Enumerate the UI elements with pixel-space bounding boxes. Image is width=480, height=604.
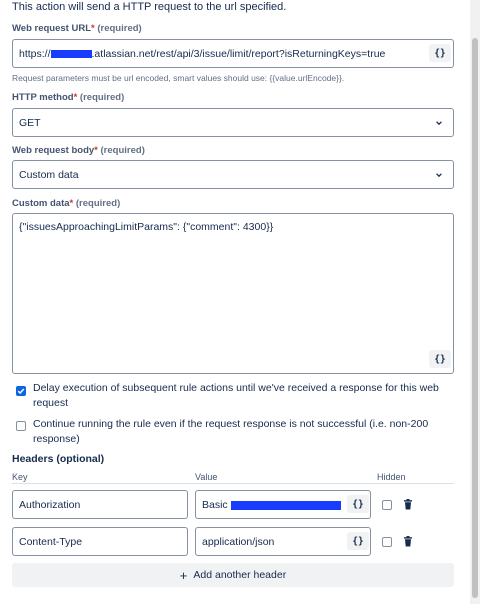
headers-column-key: Key: [12, 472, 28, 482]
url-required-text: (required): [97, 23, 142, 34]
required-star: *: [73, 92, 78, 103]
redacted-site-name: [51, 50, 92, 58]
custom-data-label-text: Custom data: [12, 198, 70, 209]
custom-data-smart-value-button[interactable]: {}: [429, 350, 451, 368]
http-method-select[interactable]: [12, 108, 454, 137]
body-label-text: Web request body: [12, 145, 95, 156]
url-label-text: Web request URL: [12, 23, 92, 34]
custom-data-required-text: (required): [75, 198, 121, 209]
url-input[interactable]: [12, 39, 454, 68]
redacted-credentials: [231, 501, 341, 510]
chevron-down-icon: [435, 119, 443, 127]
required-star: *: [94, 145, 98, 156]
body-label: [12, 145, 145, 156]
required-star: *: [69, 198, 74, 209]
header-key-value: Authorization: [19, 499, 81, 511]
trash-icon[interactable]: [403, 499, 413, 510]
custom-data-textarea[interactable]: [12, 213, 454, 374]
plus-icon: +: [179, 567, 188, 583]
header-hidden-checkbox[interactable]: [382, 500, 392, 510]
scrollbar-thumb[interactable]: [472, 38, 478, 598]
header-hidden-checkbox[interactable]: [382, 537, 392, 547]
header-value-smart-value-button[interactable]: {}: [347, 495, 369, 513]
add-header-label: Add another header: [193, 569, 287, 581]
http-method-label: [12, 92, 124, 103]
add-header-button[interactable]: [12, 563, 454, 587]
checkmark-icon: [17, 387, 25, 395]
url-value: [19, 48, 385, 60]
body-select[interactable]: [12, 160, 454, 189]
delay-checkbox[interactable]: [16, 386, 26, 396]
header-value-smart-value-button[interactable]: {}: [347, 532, 369, 550]
action-description: This action will send a HTTP request to the url specified.: [12, 1, 287, 13]
body-value: Custom data: [19, 169, 79, 181]
headers-column-value: Value: [195, 472, 218, 482]
header-key-value: Content-Type: [19, 536, 83, 548]
header-value-input[interactable]: [195, 490, 371, 519]
http-method-label-text: HTTP method: [12, 92, 74, 103]
url-label: [12, 23, 142, 34]
continue-option-label[interactable]: Continue running the rule even if the request response is not successful (i.e. non-200 response): [33, 418, 429, 445]
headers-column-hidden: Hidden: [377, 472, 406, 482]
chevron-down-icon: [435, 171, 443, 179]
headers-divider: [12, 483, 454, 484]
custom-data-value: {"issuesApproachingLimitParams": {"comment": 4300}}: [19, 221, 274, 233]
header-value-value: application/json: [202, 536, 275, 548]
header-value-input[interactable]: [195, 527, 371, 556]
continue-checkbox[interactable]: [16, 421, 26, 431]
url-value-suffix: .atlassian.net/rest/api/3/issue/limit/report?isReturningKeys=true: [91, 48, 386, 60]
url-value-prefix: https://: [19, 48, 51, 60]
trash-icon[interactable]: [403, 536, 413, 547]
headers-title: Headers (optional): [12, 453, 105, 465]
url-smart-value-button[interactable]: {}: [429, 44, 451, 62]
scrollbar-track[interactable]: [470, 0, 480, 604]
custom-data-label: [12, 198, 120, 209]
http-method-value: GET: [19, 117, 41, 129]
http-method-required-text: (required): [79, 92, 125, 103]
header-key-input[interactable]: [12, 490, 188, 519]
required-star: *: [91, 23, 95, 34]
url-help-text: Request parameters must be url encoded, smart values should use: {{value.urlEncode}}.: [12, 73, 345, 83]
header-value-value: Basic: [202, 499, 228, 511]
body-required-text: (required): [100, 145, 145, 156]
delay-option-label[interactable]: Delay execution of subsequent rule actions until we've received a response for this web request: [33, 382, 439, 409]
header-key-input[interactable]: [12, 527, 188, 556]
